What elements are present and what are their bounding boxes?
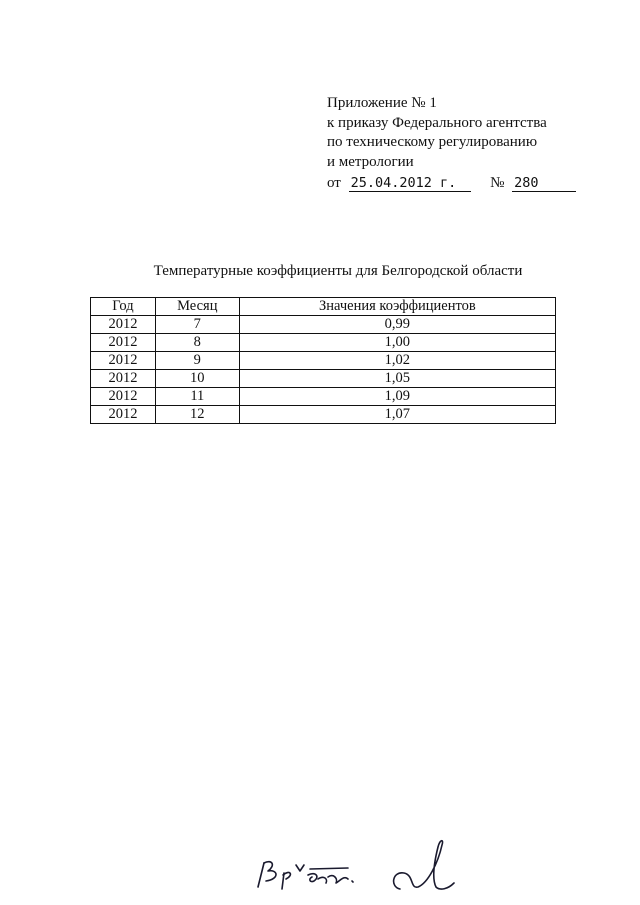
handwritten-signature bbox=[250, 835, 480, 895]
cell-value: 1,02 bbox=[239, 352, 555, 370]
appendix-title: Приложение № 1 bbox=[327, 95, 437, 111]
appendix-agency-line: по техническому регулированию bbox=[327, 134, 538, 150]
table-row bbox=[91, 406, 556, 424]
table-row bbox=[91, 334, 556, 352]
coefficients-table bbox=[90, 297, 556, 424]
cell-month: 7 bbox=[155, 316, 239, 334]
appendix-metrology-line: и метрологии bbox=[327, 153, 414, 170]
table-row bbox=[91, 352, 556, 370]
cell-month: 10 bbox=[155, 370, 239, 388]
table-row bbox=[91, 316, 556, 334]
appendix-header bbox=[327, 94, 576, 194]
order-date: 25.04.2012 г. bbox=[349, 175, 471, 192]
cell-value: 1,00 bbox=[239, 334, 555, 352]
order-date-number bbox=[327, 174, 576, 194]
table-row bbox=[91, 370, 556, 388]
number-label: № bbox=[490, 175, 505, 191]
cell-value: 1,05 bbox=[239, 370, 555, 388]
cell-year: 2012 bbox=[91, 352, 156, 370]
cell-year: 2012 bbox=[91, 334, 156, 352]
table-header-row bbox=[91, 298, 556, 316]
signature-icon bbox=[250, 835, 480, 895]
cell-month: 8 bbox=[155, 334, 239, 352]
order-number: 280 bbox=[512, 175, 576, 192]
cell-year: 2012 bbox=[91, 370, 156, 388]
cell-value: 0,99 bbox=[239, 316, 555, 334]
cell-year: 2012 bbox=[91, 388, 156, 406]
cell-month: 11 bbox=[155, 388, 239, 406]
document-title: Температурные коэффициенты для Белгородской области bbox=[153, 263, 523, 279]
cell-value: 1,07 bbox=[239, 406, 555, 424]
header-month: Месяц bbox=[155, 298, 239, 316]
table-row bbox=[91, 388, 556, 406]
cell-month: 12 bbox=[155, 406, 239, 424]
cell-year: 2012 bbox=[91, 406, 156, 424]
header-values: Значения коэффициентов bbox=[239, 298, 555, 316]
cell-year: 2012 bbox=[91, 316, 156, 334]
appendix-order-line: к приказу Федерального агентства bbox=[327, 114, 547, 131]
from-label: от bbox=[327, 175, 341, 191]
cell-value: 1,09 bbox=[239, 388, 555, 406]
header-year: Год bbox=[91, 298, 156, 316]
cell-month: 9 bbox=[155, 352, 239, 370]
